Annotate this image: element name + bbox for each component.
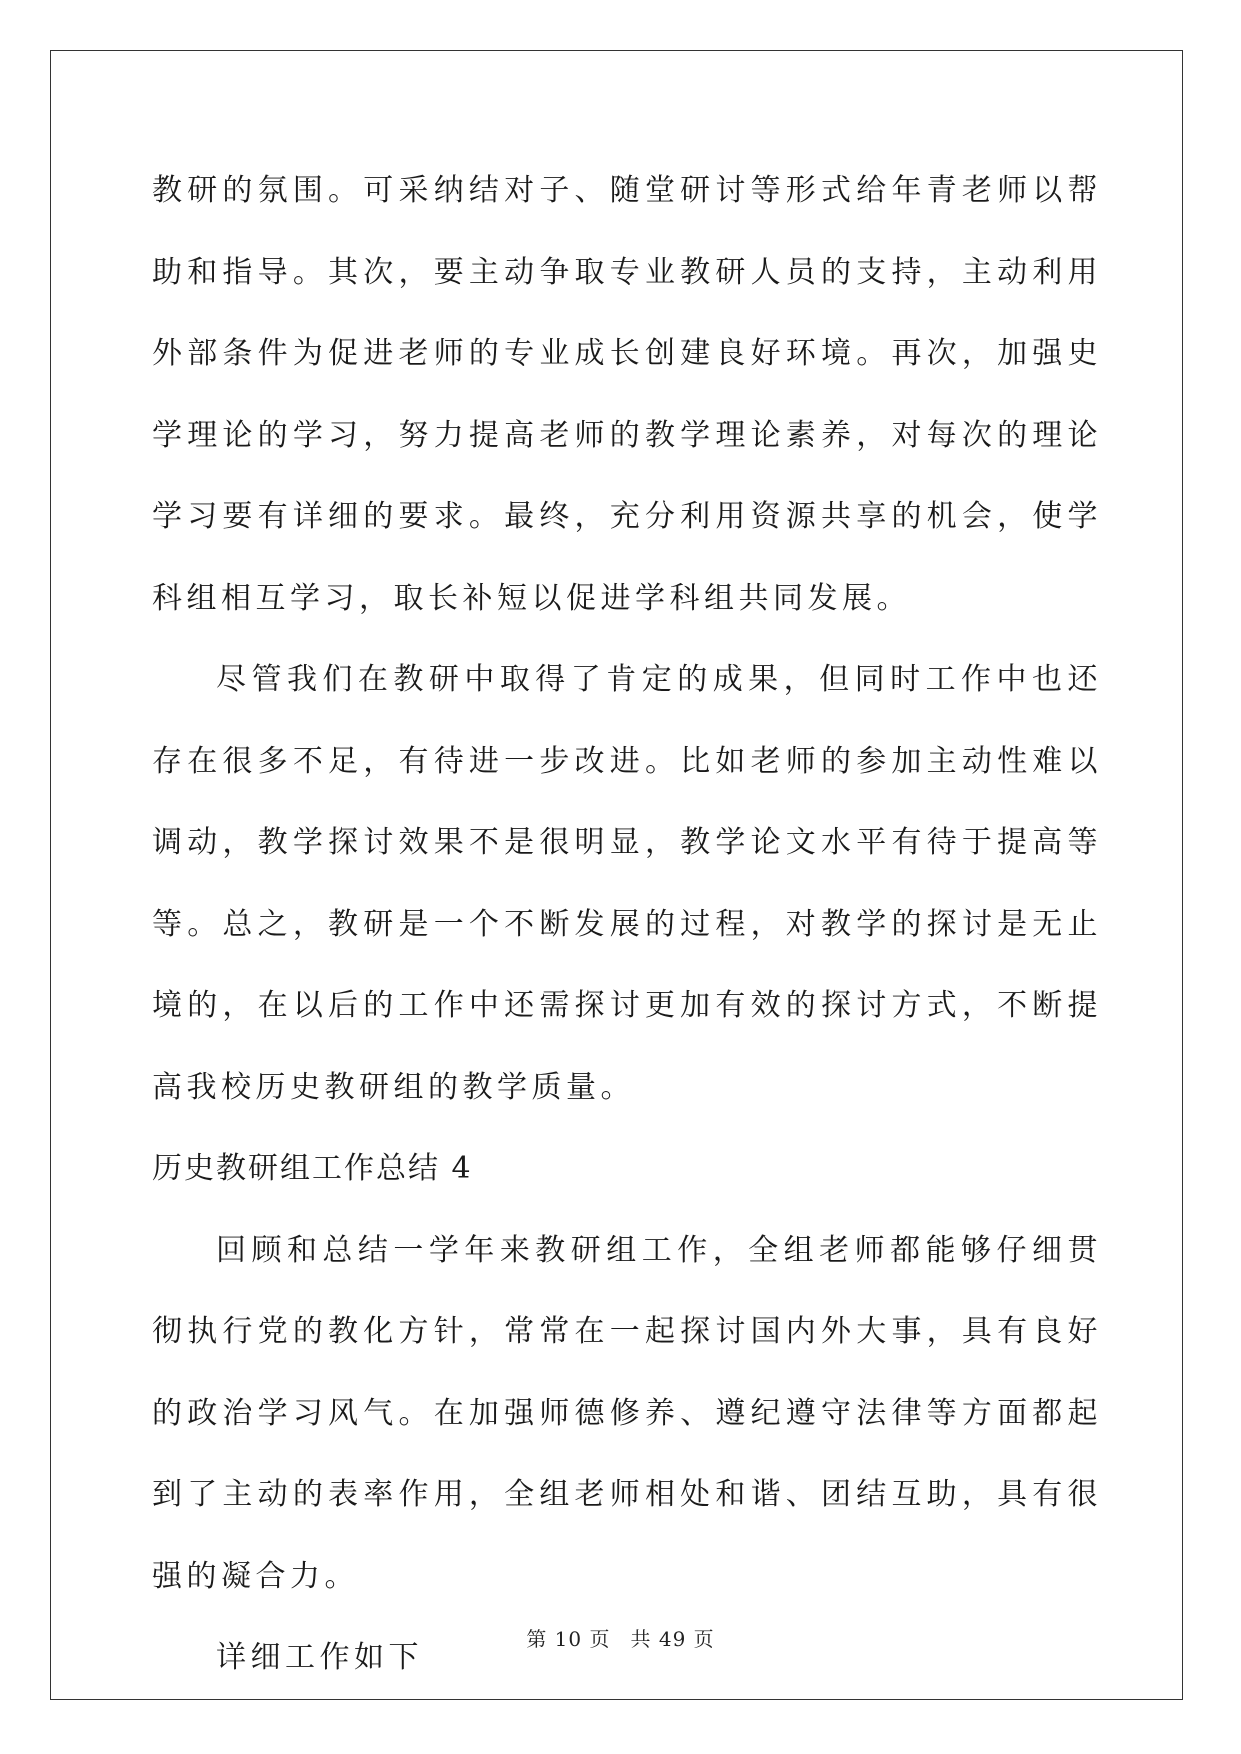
paragraph-2: 尽管我们在教研中取得了肯定的成果，但同时工作中也还存在很多不足，有待进一步改进。比如老师的参加主动性难以调动，教学探讨效果不是很明显，教学论文水平有待于提高等等。总之，教研是一个不断发展的过程，对教学的探讨是无止境的，在以后的工作中还需探讨更加有效的探讨方式，不断提高我校历史教研组的教学质量。: [152, 662, 1102, 1105]
paragraph-3: 回顾和总结一学年来教研组工作，全组老师都能够仔细贯彻执行党的教化方针，常常在一起探讨国内外大事，具有良好的政治学习风气。在加强师德修养、遵纪遵守法律等方面都起到了主动的表率作用，全组老师相处和谐、团结互助，具有很强的凝合力。: [152, 1232, 1102, 1594]
document-body: [152, 150, 1102, 1699]
paragraph-1: 教研的氛围。可采纳结对子、随堂研讨等形式给年青老师以帮助和指导。其次，要主动争取专业教研人员的支持，主动利用外部条件为促进老师的专业成长创建良好环境。再次，加强史学理论的学习，努力提高老师的教学理论素养，对每次的理论学习要有详细的要求。最终，充分利用资源共享的机会，使学科组相互学习，取长补短以促进学科组共同发展。: [152, 173, 1102, 616]
paragraph-4: 详细工作如下: [216, 1640, 423, 1675]
page-footer: [0, 1623, 1241, 1652]
page-number: 第 10 页: [526, 1627, 611, 1651]
page-total: 共 49 页: [630, 1627, 715, 1651]
section-heading: 历史教研组工作总结 4: [152, 1151, 473, 1186]
